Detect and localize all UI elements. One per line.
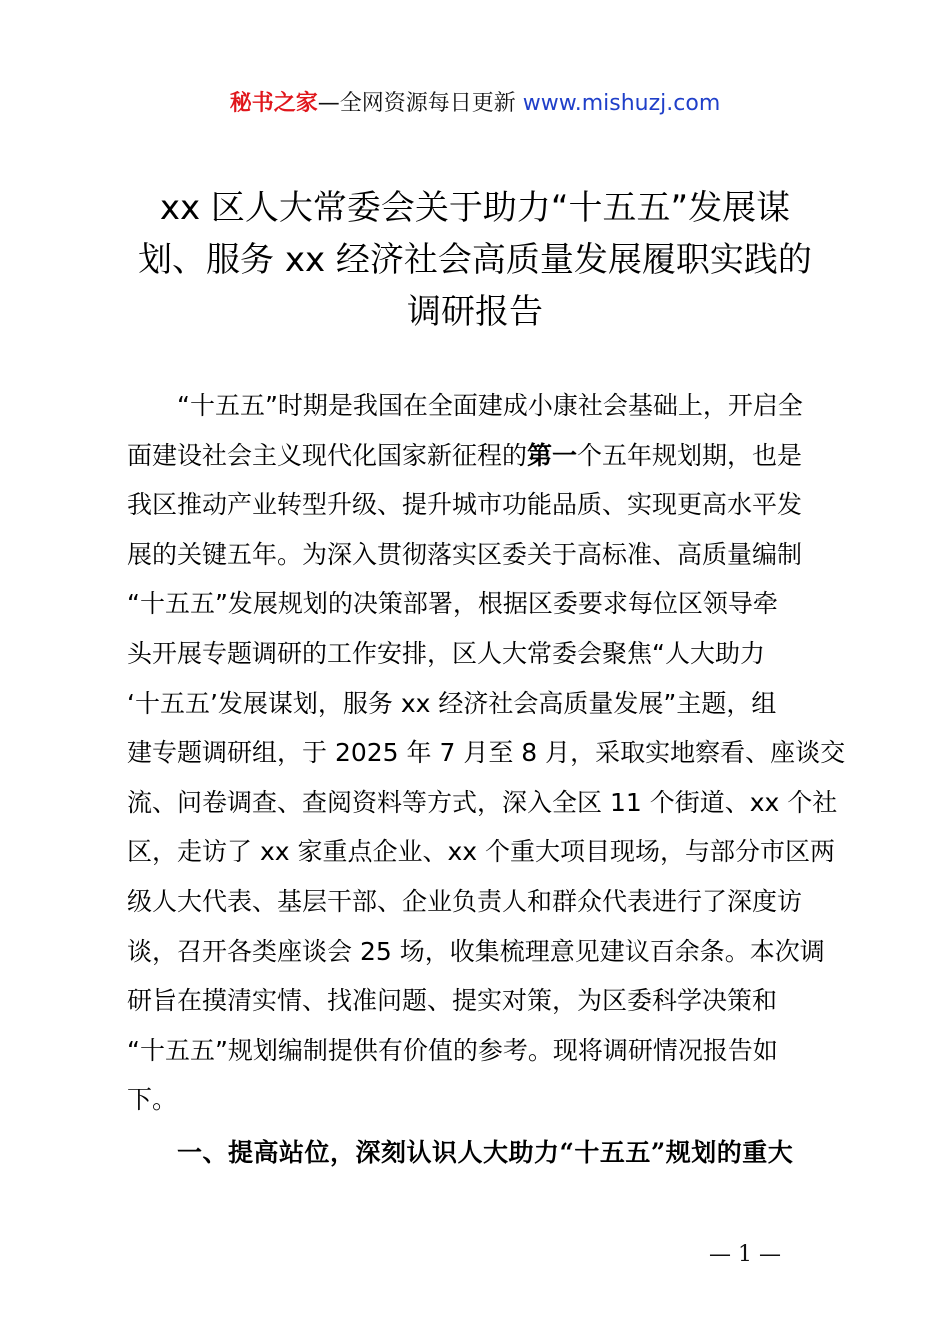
paragraph-line: 下。: [127, 1085, 178, 1115]
paragraph-line: ‘十五五’发展谋划，服务 xx 经济社会高质量发展”主题，组: [127, 688, 777, 718]
document-title: [120, 182, 830, 338]
section-heading: 一、提高站位，深刻认识人大助力“十五五”规划的重大: [177, 1138, 794, 1167]
brand-name: 秘书之家: [229, 91, 318, 116]
paragraph-line: 区，走访了 xx 家重点企业、xx 个重大项目现场，与部分市区两: [127, 837, 836, 867]
intro-paragraph: [127, 381, 846, 1125]
title-line-2: 划、服务 xx 经济社会高质量发展履职实践的: [138, 240, 812, 280]
page-number: — 1 —: [709, 1242, 781, 1267]
paragraph-text: 个五年规划期，也是: [577, 440, 803, 470]
title-line-3: 调研报告: [407, 292, 543, 332]
paragraph-line: 头开展专题调研的工作安排，区人大常委会聚焦“人大助力: [127, 638, 765, 668]
site-header: [0, 86, 950, 122]
paragraph-line: “十五五”发展规划的决策部署，根据区委要求每位区领导牵: [127, 589, 778, 619]
emphasis-text: 第一: [527, 440, 578, 470]
paragraph-line: 级人大代表、基层干部、企业负责人和群众代表进行了深度访: [127, 886, 803, 916]
paragraph-line: “十五五”时期是我国在全面建成小康社会基础上，开启全: [177, 391, 803, 420]
header-slogan: —全网资源每日更新: [317, 91, 523, 116]
paragraph-line: 流、问卷调查、查阅资料等方式，深入全区 11 个街道、xx 个社: [127, 787, 838, 817]
paragraph-line: 建专题调研组，于 2025 年 7 月至 8 月，采取实地察看、座谈交: [127, 738, 846, 768]
paragraph-line: 我区推动产业转型升级、提升城市功能品质、实现更高水平发: [127, 490, 803, 520]
paragraph-line: 展的关键五年。为深入贯彻落实区委关于高标准、高质量编制: [127, 539, 803, 569]
paragraph-text: 面建设社会主义现代化国家新征程的: [127, 440, 528, 470]
site-url-link[interactable]: www.mishuzj.com: [522, 91, 721, 116]
paragraph-line: 研旨在摸清实情、找准问题、提实对策，为区委科学决策和: [127, 986, 778, 1016]
paragraph-line: 谈，召开各类座谈会 25 场，收集梳理意见建议百余条。本次调: [127, 936, 825, 966]
paragraph-line: [127, 431, 833, 481]
paragraph-line: “十五五”规划编制提供有价值的参考。现将调研情况报告如: [127, 1035, 778, 1065]
title-line-1: xx 区人大常委会关于助力“十五五”发展谋: [159, 188, 791, 228]
